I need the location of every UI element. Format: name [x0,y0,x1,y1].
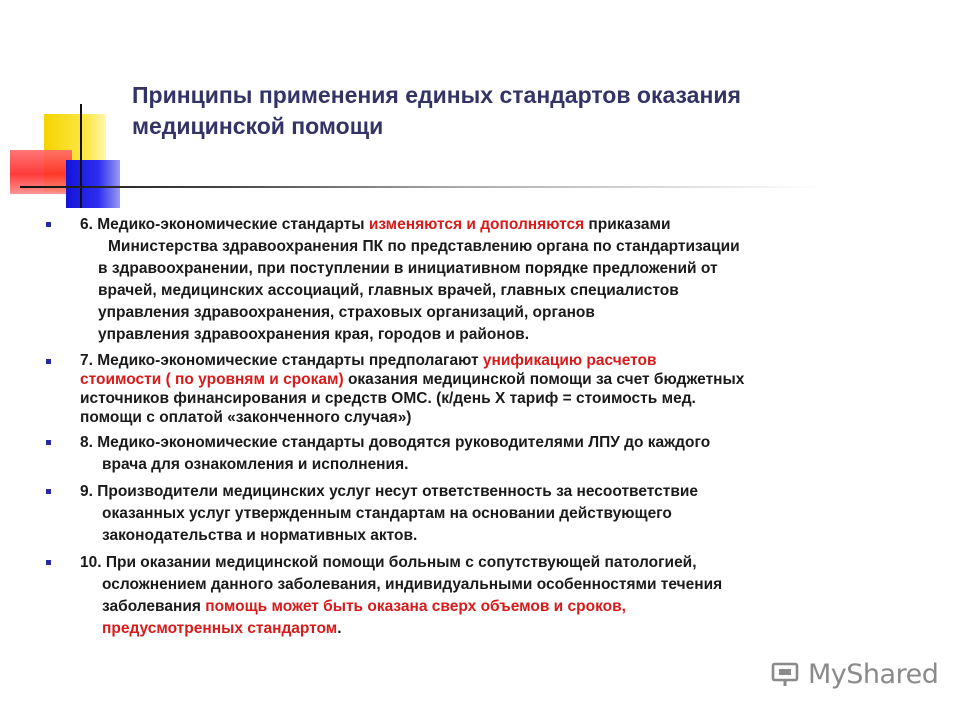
decor-vertical-line [80,104,82,208]
item-line: в здравоохранении, при поступлении в инициативном порядке предложений от [98,260,718,277]
item-line: предусмотренных стандартом. [102,620,342,637]
item-line: оказанных услуг утвержденным стандартам на основании действующего [102,505,672,522]
bullet-marker [46,489,51,494]
list-item-7 [44,351,944,427]
item-line: осложнением данного заболевания, индивидуальными особенностями течения [102,576,723,593]
item-line: Министерства здравоохранения ПК по представлению органа по стандартизации [108,238,740,255]
bullet-marker [46,440,51,445]
slideshow-icon [770,660,800,688]
item-line: управления здравоохранения края, городов и районов. [98,326,530,343]
item-line: 8. Медико-экономические стандарты доводятся руководителями ЛПУ до каждого [80,434,711,451]
list-item-10 [44,552,944,640]
item-line: врачей, медицинских ассоциаций, главных врачей, главных специалистов [98,282,679,299]
item-line: 6. Медико-экономические стандарты изменяются и дополняются приказами [80,216,671,233]
item-line: заболевания помощь может быть оказана сверх объемов и сроков, [102,598,626,615]
list-item-6 [44,214,944,346]
item-line: источников финансирования и средств ОМС. (к/день Х тариф = стоимость мед. [80,390,696,407]
item-line: врача для ознакомления и исполнения. [102,456,409,473]
decor-blue-square [66,160,120,208]
list-item-9 [44,481,944,547]
item-line: стоимости ( по уровням и срокам) оказания медицинской помощи за счет бюджетных [80,371,745,388]
bullet-list [44,214,944,645]
watermark-logo [770,656,938,692]
slide-title-line-2: медицинской помощи [132,113,384,139]
item-line: 7. Медико-экономические стандарты предполагают унификацию расчетов [80,352,657,369]
item-line: помощи с оплатой «законченного случая») [80,409,412,426]
slide-title-line-1: Принципы применения единых стандартов оказания [132,82,741,108]
item-line: законодательства и нормативных актов. [102,527,418,544]
item-line: 10. При оказании медицинской помощи больным с сопутствующей патологией, [80,554,697,571]
decor-horizontal-line [20,186,820,188]
item-line: управления здравоохранения, страховых организаций, органов [98,304,595,321]
item-line: 9. Производители медицинских услуг несут ответственность за несоответствие [80,483,699,500]
bullet-marker [46,222,51,227]
bullet-marker [46,560,51,565]
watermark-text: MyShared [808,658,939,690]
bullet-marker [46,359,51,364]
list-item-8 [44,432,944,476]
slide-title [132,80,932,142]
